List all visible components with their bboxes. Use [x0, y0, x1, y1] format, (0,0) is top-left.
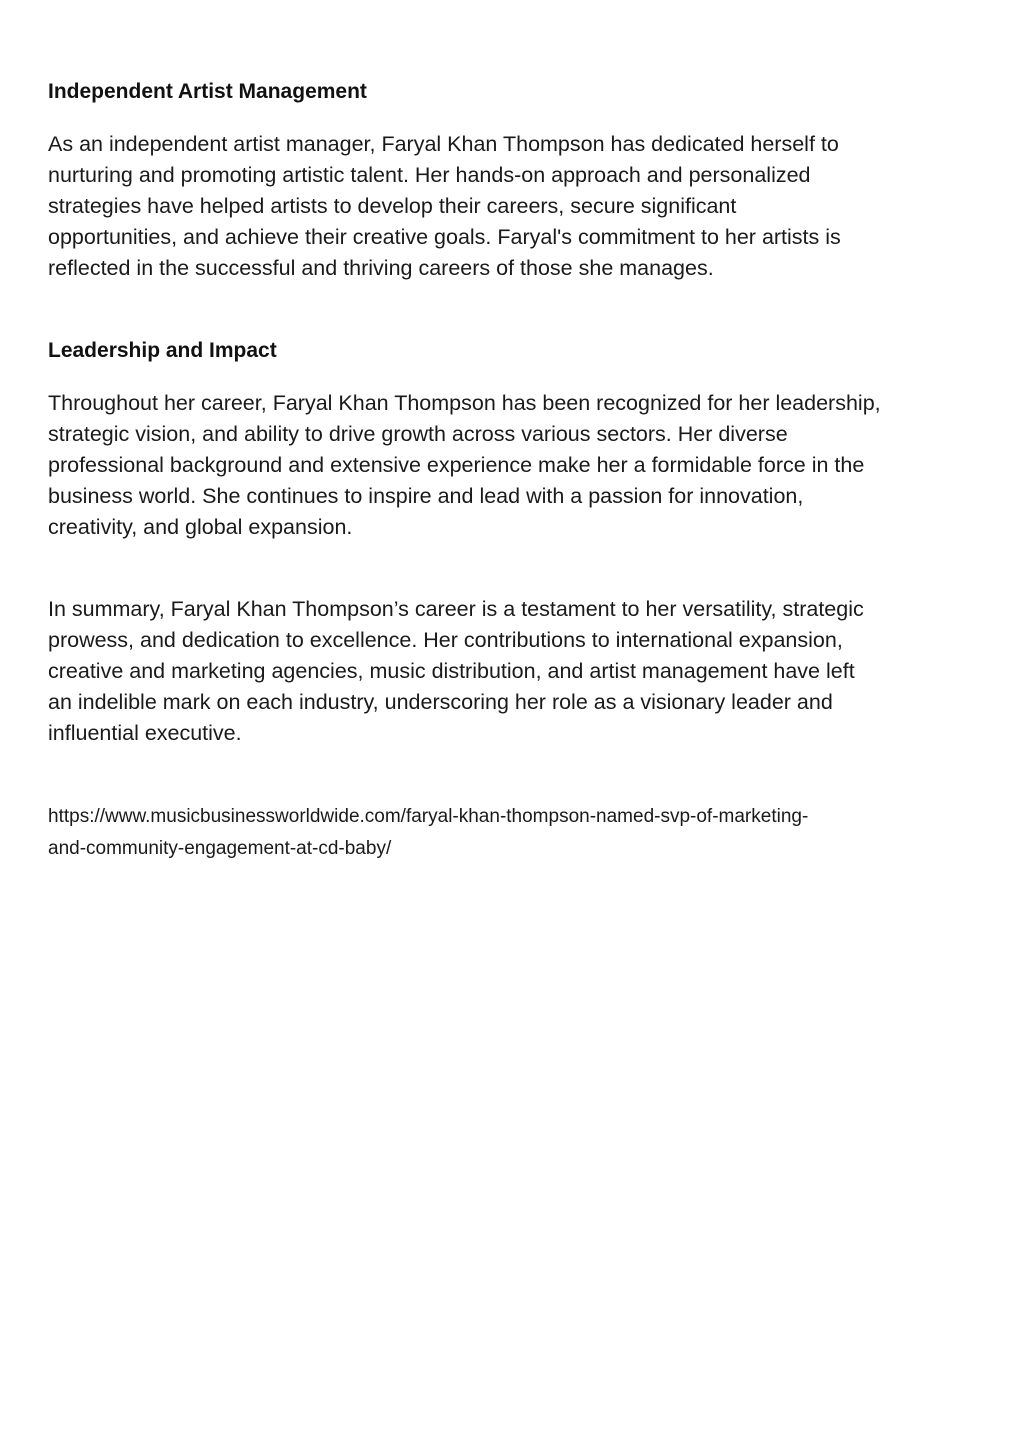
paragraph-line: In summary, Faryal Khan Thompson’s career is a testament to her versatility, strategic: [48, 597, 864, 621]
paragraph-leadership-and-impact: [48, 388, 978, 543]
paragraph-line: strategies have helped artists to develop their careers, secure significant: [48, 194, 737, 218]
paragraph-line: creative and marketing agencies, music distribution, and artist management have left: [48, 659, 855, 683]
source-url-line: https://www.musicbusinessworldwide.com/faryal-khan-thompson-named-svp-of-marketing-: [48, 806, 809, 827]
paragraph-line: influential executive.: [48, 721, 242, 745]
paragraph-line: an indelible mark on each industry, underscoring her role as a visionary leader and: [48, 690, 833, 714]
summary-paragraph: [48, 594, 978, 749]
paragraph-line: opportunities, and achieve their creative goals. Faryal's commitment to her artists is: [48, 225, 841, 249]
paragraph-independent-artist-management: [48, 129, 978, 284]
source-url: [48, 801, 978, 865]
paragraph-line: professional background and extensive experience make her a formidable force in the: [48, 453, 865, 477]
paragraph-line: As an independent artist manager, Faryal Khan Thompson has dedicated herself to: [48, 132, 839, 156]
paragraph-line: Throughout her career, Faryal Khan Thompson has been recognized for her leadership,: [48, 391, 881, 415]
paragraph-line: nurturing and promoting artistic talent. Her hands-on approach and personalized: [48, 163, 811, 187]
paragraph-line: business world. She continues to inspire and lead with a passion for innovation,: [48, 484, 804, 508]
section-heading-leadership-and-impact: Leadership and Impact: [48, 339, 277, 362]
paragraph-line: prowess, and dedication to excellence. Her contributions to international expansion,: [48, 628, 843, 652]
section-heading-independent-artist-management: Independent Artist Management: [48, 80, 367, 103]
paragraph-line: strategic vision, and ability to drive growth across various sectors. Her diverse: [48, 422, 788, 446]
source-url-line: and-community-engagement-at-cd-baby/: [48, 838, 392, 859]
paragraph-line: creativity, and global expansion.: [48, 515, 353, 539]
paragraph-line: reflected in the successful and thriving careers of those she manages.: [48, 256, 714, 280]
